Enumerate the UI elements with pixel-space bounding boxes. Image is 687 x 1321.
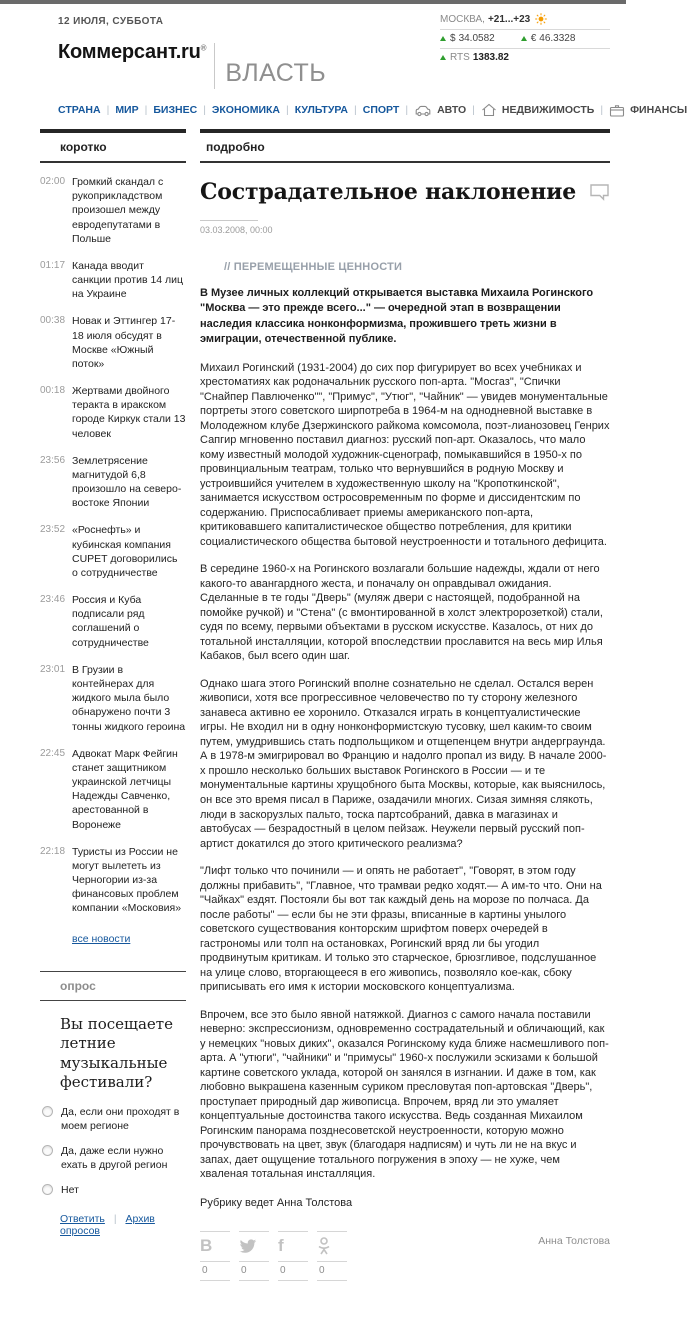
poll-section-title: опрос xyxy=(40,971,186,1001)
nav-separator: | xyxy=(354,104,357,116)
news-item xyxy=(40,314,186,371)
share-count: 0 xyxy=(278,1261,308,1281)
news-link[interactable]: Россия и Куба подписали ряд соглашений о сотрудничестве xyxy=(72,594,149,649)
poll-answer-link[interactable]: Ответить xyxy=(60,1213,105,1226)
author-name: Анна Толстова xyxy=(538,1234,610,1247)
news-link[interactable]: Громкий скандал с рукоприкладством произошел между евродепутатами в Польше xyxy=(72,176,164,245)
nav-separator: | xyxy=(203,104,206,116)
nav-link[interactable]: СПОРТ xyxy=(362,104,400,116)
poll-archive-link[interactable]: Архив опросов xyxy=(60,1213,155,1238)
rts-rate xyxy=(440,52,509,63)
twitter-icon xyxy=(239,1239,257,1254)
article-lede: В Музее личных коллекций открывается выставка Михаила Рогинского "Москва — это прежде всего..." — очередной этап в возвращении наследия классика нонконформизма, прожившего треть жизни в эмиграции, отечественной публике. xyxy=(200,287,594,346)
poll-option-label[interactable]: Да, даже если нужно ехать в другой регион xyxy=(61,1144,168,1172)
all-news-link[interactable]: все новости xyxy=(72,932,131,945)
news-item xyxy=(40,663,186,734)
nav-separator: | xyxy=(600,104,604,116)
article-date-block xyxy=(200,220,610,235)
nav-separator: | xyxy=(144,104,148,116)
weather-row xyxy=(440,10,610,30)
share-row xyxy=(200,1231,610,1281)
usd-value: 34.0582 xyxy=(458,33,495,44)
eur-rate xyxy=(521,33,576,44)
article-paragraph: Впрочем, все это было явной натяжкой. Диагноз с самого начала поставили неверно: экспрессионизм, одновременно сострадательный и обличающий, как у немецких "новых диких", оказался Рогинскому куда ближе насмешливого поп-арта. А "утюги", "чайники" и "примусы" 1960-х послужили эскизами к большой картине советского уклада, которой он занялся в изгнании. И даже в том, как любовно выкрашена казенным суриком пресловутая поп-артовская "Дверь", проступает природный дар живописца. Впрочем, вряд ли это умаляет концептуальные достоинства такого искусства. Ведь созданная Михаилом Рогинским панорама позднесоветской неустроенности, которую можно прочувствовать на цвет, звук (благодаря надписям) и чуть ли не на вкус и запах, дает ощущение тотального погружения в эпоху — не хуже, чем хваленая тотальная инсталляция. xyxy=(200,1008,609,1181)
nav-label-realty: НЕДВИЖИМОСТЬ xyxy=(501,104,595,116)
poll-options xyxy=(40,1105,186,1198)
article-paragraph: Михаил Рогинский (1931-2004) до сих пор фигурирует во всех учебниках и хрестоматиях как родоначальник русского поп-арта. "Мосгаз", "Спички "Снайпер Павлюченко"", "Примус", "Утюг", "Чайник" — увидев монументальные портреты этого советского ширпотреба в 1964-м на однодневной выставке в Молодежном клубе Дзержинского райкома комсомола, поэт-лианозовец Генрих Сапгир мгновенно поставил диагноз: русский поп-арт. Оказалось, что мало кому известный молодой художник-сценограф, помыкавшийся в 1950-х по провинциальным театрам, только что вернувшийся в родную Москву и устроившийся учителем в художественную школу на "Кропоткинской", занимается искусством остросовременным по форме и диссидентским по содержанию. Приспосабливает приемы американского поп-арта, критиковавшего капиталистическое общество потребления, для критики социалистического общества бытовой неустроенности и тотального дефицита. xyxy=(200,361,610,548)
news-link[interactable]: Землетрясение магнитудой 6,8 произошло на северо-востоке Японии xyxy=(72,454,182,510)
news-time: 00:18 xyxy=(40,385,66,397)
sun-icon xyxy=(535,13,547,25)
odnoklassniki-icon xyxy=(317,1237,331,1256)
share-count: 0 xyxy=(239,1261,269,1281)
nav-link[interactable]: ЭКОНОМИКА xyxy=(211,104,281,116)
weather-rates-box xyxy=(440,10,610,67)
comment-bubble-icon[interactable] xyxy=(589,183,610,206)
nav-separator: | xyxy=(106,104,110,116)
news-link[interactable]: Канада вводит санкции против 14 лиц на Украине xyxy=(72,259,184,301)
eur-label: € xyxy=(530,33,537,44)
share-count: 0 xyxy=(317,1261,347,1281)
up-arrow-icon xyxy=(521,36,527,41)
poll-option[interactable] xyxy=(42,1144,186,1172)
poll-option[interactable] xyxy=(42,1183,186,1197)
news-time: 23:56 xyxy=(40,454,66,466)
nav-label-finance: ФИНАНСЫ xyxy=(630,104,687,116)
poll-links-separator: | xyxy=(113,1213,117,1226)
nav-separator: | xyxy=(286,104,289,116)
vkontakte-icon: В xyxy=(200,1236,213,1256)
share-count: 0 xyxy=(200,1261,230,1281)
article-paragraph: В середине 1960-х на Рогинского возлагали большие надежды, ждали от него какого-то авангардного жеста, и поначалу он оправдывал ожидания. Сделанные в те годы "Дверь" (муляж двери с настоящей, подобранной на помойке ручкой) и "Стена" (с вмонтированной в холст электророзеткой) стали, судя по всему, первыми объектами в русском искусстве. Казалось, от них до тотальной инсталляции, которой впоследствии прославится на весь мир Илья Кабаков, был всего один шаг. xyxy=(200,563,603,663)
nav-link[interactable]: БИЗНЕС xyxy=(153,104,198,116)
radio-button-icon[interactable] xyxy=(42,1184,53,1195)
usd-rate xyxy=(440,33,495,44)
poll-option-label[interactable]: Да, если они проходят в моем регионе xyxy=(61,1105,180,1132)
news-time: 23:52 xyxy=(40,524,66,536)
share-twitter-button[interactable] xyxy=(239,1231,269,1281)
news-item xyxy=(40,454,186,511)
news-time: 22:45 xyxy=(40,747,66,759)
radio-button-icon[interactable] xyxy=(42,1106,53,1117)
article-section-title: подробно xyxy=(200,129,610,163)
article-paragraph: "Лифт только что починили — и опять не работает", "Говорят, в этом году должны прибавить", "Главное, что трамваи редко ходят.— А им-то что. Они на "Чайках" ездят. Постояли бы вот так каждый день на морозе по полчаса. Да после работы" — если бы не эти фразы, вписанные в картины унылого советского существования конторским шрифтом поверх очередей в гастрономы или толп на остановках, Рогинский вряд ли бы угодил продвинутым критикам. И только это старческое, брюзгливое, подслушанное на улице слово, вторгающееся в его живопись, позволяло кое-как, сбоку приписывать его имя к истории московского концептуализма. xyxy=(200,865,602,994)
main-nav xyxy=(58,103,687,117)
news-item xyxy=(40,175,186,246)
date-rule xyxy=(200,220,258,221)
article-body xyxy=(200,361,610,1182)
sidebar-section-title: коротко xyxy=(40,129,186,163)
rts-label: RTS xyxy=(450,52,470,63)
usd-label: $ xyxy=(450,33,456,44)
kommersant-logo[interactable]: Коммерсант.ru® xyxy=(58,41,207,63)
news-link[interactable]: Туристы из России не могут вылететь из Черногории из-за финансовых проблем компании «Московия» xyxy=(72,845,182,915)
facebook-icon: f xyxy=(278,1236,284,1256)
article-byline: Рубрику ведет Анна Толстова xyxy=(200,1196,353,1209)
nav-link[interactable]: КУЛЬТУРА xyxy=(294,104,349,116)
rts-row xyxy=(440,49,610,67)
car-icon xyxy=(414,104,432,117)
news-link[interactable]: Новак и Эттингер 17-18 июля обсудят в Москве «Южный поток» xyxy=(72,315,176,370)
news-time: 01:17 xyxy=(40,259,66,271)
poll-question: Вы посещаете летние музыкальные фестивали? xyxy=(60,1014,173,1092)
share-odnoklassniki-button[interactable] xyxy=(317,1231,347,1281)
poll-option-label[interactable]: Нет xyxy=(61,1184,79,1197)
news-list xyxy=(40,175,186,916)
article-title: Сострадательное наклонение xyxy=(200,179,577,205)
weather-temp: +21...+23 xyxy=(487,13,531,25)
share-vkontakte-button[interactable] xyxy=(200,1231,230,1281)
news-link[interactable]: Жертвами двойного теракта в иракском городе Киркук стали 13 человек xyxy=(72,385,186,440)
nav-item-finance[interactable] xyxy=(609,104,687,117)
eur-value: 46.3328 xyxy=(539,33,576,44)
rts-value: 1383.82 xyxy=(472,52,509,63)
news-time: 02:00 xyxy=(40,176,66,187)
poll-option[interactable] xyxy=(42,1105,186,1133)
article-date: 03.03.2008, 00:00 xyxy=(200,225,273,235)
registered-mark: ® xyxy=(200,43,207,53)
nav-separator: | xyxy=(405,104,409,116)
nav-item-realty[interactable] xyxy=(481,103,609,117)
weather-city: МОСКВА, xyxy=(440,13,485,25)
up-arrow-icon xyxy=(440,55,446,60)
article-paragraph: Однако шага этого Рогинский вполне сознательно не сделал. Остался верен живописи, хотя все прогрессивное человечество по ту сторону железного занавеса активно ее хоронило. Отказался играть в концептуалистические игры. Не входил ни в одну нонконформистскую тусовку, шел каким-то своим путем, умудрившись стать подпольщиком и отщепенцем внутри андерграунда. А в 1978-м эмигрировал во Францию и надолго пропал из виду. В начале 2000-х прошло несколько больших выставок Рогинского в России — и те монументальные картины хрущобного быта Москвы, которые, как выяснилось, он все это время писал в Париже, озадачили многих. Сизая зимняя слякоть, люди в заскорузлых пальто, тоска партсобраний, давка в магазинах и автобусах — безрадостный в целом пейзаж. Неужели первый русский поп-артист докатился до этого критического реализма? xyxy=(200,677,607,850)
article-column xyxy=(200,129,610,1281)
article-rubric: // ПЕРЕМЕЩЕННЫЕ ЦЕННОСТИ xyxy=(224,261,403,273)
finance-icon xyxy=(609,104,625,117)
nav-link[interactable]: МИР xyxy=(115,104,139,116)
section-logo-vlast[interactable]: ВЛАСТЬ xyxy=(225,59,327,87)
sidebar-korotko xyxy=(40,129,186,1281)
share-facebook-button[interactable] xyxy=(278,1231,308,1281)
news-item xyxy=(40,845,186,916)
news-item xyxy=(40,593,186,650)
current-date: 12 ИЮЛЯ, СУББОТА xyxy=(58,16,164,27)
currency-row xyxy=(440,30,610,49)
news-time: 22:18 xyxy=(40,845,66,857)
radio-button-icon[interactable] xyxy=(42,1145,53,1156)
up-arrow-icon xyxy=(440,36,446,41)
nav-separator: | xyxy=(472,104,475,116)
news-time: 23:01 xyxy=(40,663,66,675)
site-header xyxy=(40,4,687,117)
news-link[interactable]: «Роснефть» и кубинская компания CUPET договорились о сотрудничестве xyxy=(72,524,178,579)
news-item xyxy=(40,747,186,832)
news-time: 00:38 xyxy=(40,315,66,327)
news-item xyxy=(40,384,186,441)
news-item xyxy=(40,259,186,302)
nav-link[interactable]: СТРАНА xyxy=(58,104,101,116)
news-link[interactable]: Адвокат Марк Фейгин станет защитником украинской летчицы Надежды Савченко, арестованной в Воронеже xyxy=(72,747,178,831)
house-icon xyxy=(481,103,497,117)
brand-divider xyxy=(214,43,215,89)
nav-item-auto[interactable] xyxy=(414,104,481,117)
news-item xyxy=(40,523,186,580)
news-time: 23:46 xyxy=(40,594,66,606)
news-link[interactable]: В Грузии в контейнерах для жидкого мыла было обнаружено почти 3 тонны жидкого героина xyxy=(72,663,186,733)
nav-label-auto: АВТО xyxy=(437,104,467,116)
